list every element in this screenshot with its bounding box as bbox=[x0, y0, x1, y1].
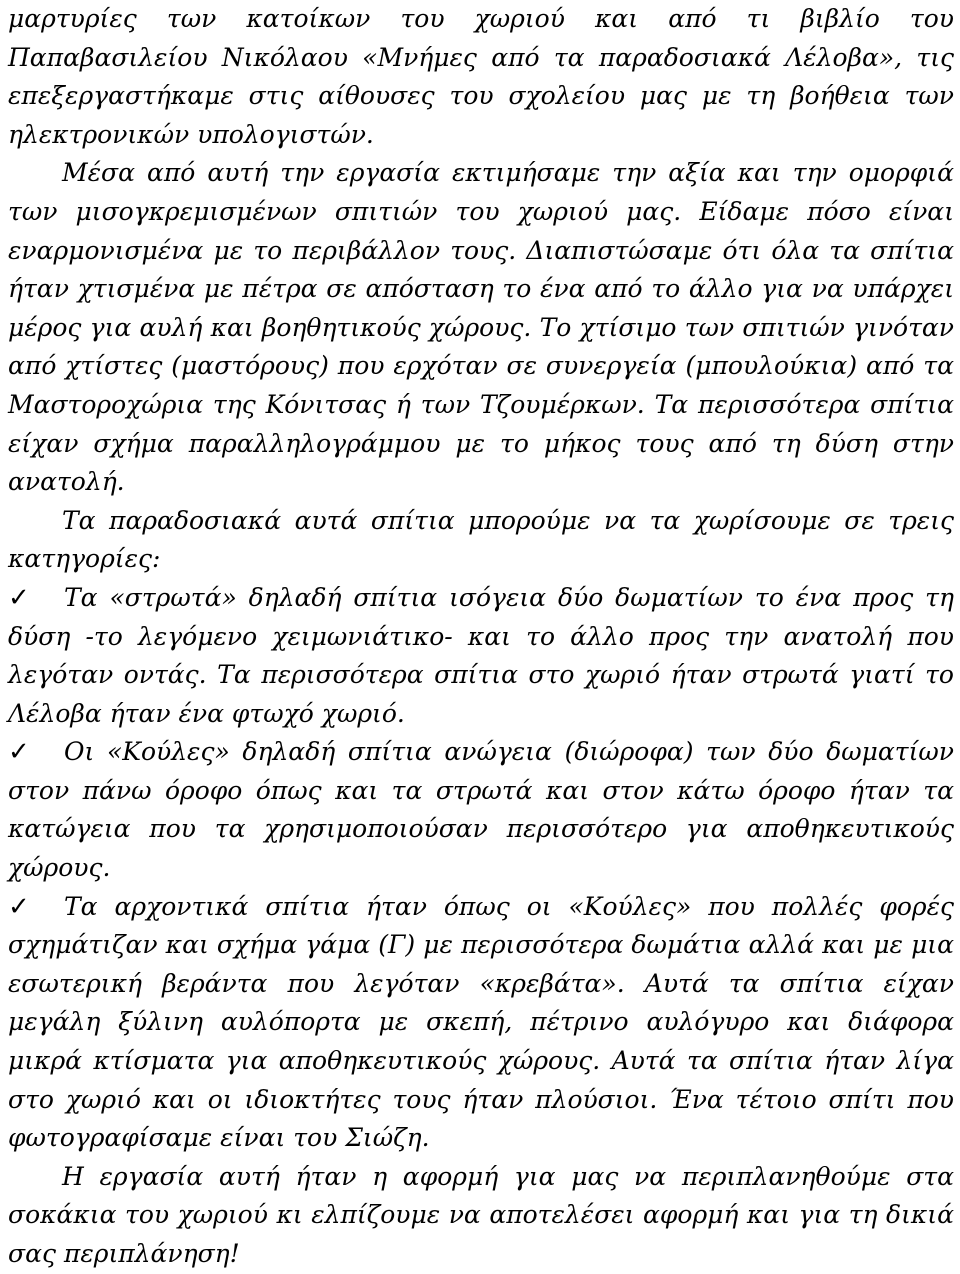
checkmark-icon: ✓ bbox=[8, 891, 30, 922]
list-item-archontika bbox=[8, 888, 954, 1158]
list-item-text: Τα αρχοντικά σπίτια ήταν όπως οι «Κούλες» που πολλές φορές σχημάτιζαν και σχήμα γάμα (Γ) με περισσότερα δωμάτια αλλά και με μια εσωτερική βεράντα που λεγόταν «κρεβάτα». Αυτά τα σπίτια είχαν μεγάλη ξύλινη αυλόπορτα με σκεπή, πέτρινο αυλόγυρο και διάφορα μικρά κτίσματα για αποθηκευτικούς χώρους. Αυτά τα σπίτια ήταν λίγα στο χωριό και οι ιδιοκτήτες τους ήταν πλούσιοι. Ένα τέτοιο σπίτι που φωτογραφίσαμε είναι του Σιώζη. bbox=[8, 891, 954, 1153]
list-item-text: Τα «στρωτά» δηλαδή σπίτια ισόγεια δύο δωματίων το ένα προς τη δύση -το λεγόμενο χειμωνιάτικο- και το άλλο προς την ανατολή που λεγόταν οντάς. Τα περισσότερα σπίτια στο χωριό ήταν στρωτά γιατί το Λέλοβα ήταν ένα φτωχό χωριό. bbox=[8, 582, 954, 728]
closing-paragraph: Η εργασία αυτή ήταν η αφορμή για μας να περιπλανηθούμε στα σοκάκια του χωριού κι ελπίζουμε να αποτελέσει αφορμή και για τη δικιά σας περιπλάνηση! bbox=[8, 1161, 954, 1268]
intro-paragraph: μαρτυρίες των κατοίκων του χωριού και από τι βιβλίο του Παπαβασιλείου Νικόλαου «Μνήμες από τα παραδοσιακά Λέλοβα», τις επεξεργαστήκαμε στις αίθουσες του σχολείου μας με τη βοήθεια των ηλεκτρονικών υπολογιστών. bbox=[8, 4, 954, 149]
paragraph-categories-intro: Τα παραδοσιακά αυτά σπίτια μπορούμε να τα χωρίσουμε σε τρεις κατηγορίες: bbox=[8, 505, 954, 574]
document-page bbox=[8, 0, 954, 1274]
list-item-text: Οι «Κούλες» δηλαδή σπίτια ανώγεια (διώροφα) των δύο δωματίων στον πάνω όροφο όπως και τα στρωτά και στον κάτω όροφο ήταν τα κατώγεια που τα χρησιμοποιούσαν περισσότερο για αποθηκευτικούς χώρους. bbox=[8, 737, 954, 883]
checkmark-icon: ✓ bbox=[8, 737, 30, 768]
checkmark-icon: ✓ bbox=[8, 582, 30, 613]
paragraph-houses-description: Μέσα από αυτή την εργασία εκτιμήσαμε την αξία και την ομορφιά των μισογκρεμισμένων σπιτιών του χωριού μας. Είδαμε πόσο είναι εναρμονισμένα με το περιβάλλον τους. Διαπιστώσαμε ότι όλα τα σπίτια ήταν χτισμένα με πέτρα σε απόσταση το ένα από το άλλο για να υπάρχει μέρος για αυλή και βοηθητικούς χώρους. Το χτίσιμο των σπιτιών γινόταν από χτίστες (μαστόρους) που ερχόταν σε συνεργεία (μπουλούκια) από τα Μαστοροχώρια της Κόνιτσας ή των Τζουμέρκων. Τα περισσότερα σπίτια είχαν σχήμα παραλληλογράμμου με το μήκος τους από τη δύση στην ανατολή. bbox=[8, 158, 954, 497]
list-item-koules bbox=[8, 733, 954, 887]
list-item-stroto bbox=[8, 579, 954, 733]
